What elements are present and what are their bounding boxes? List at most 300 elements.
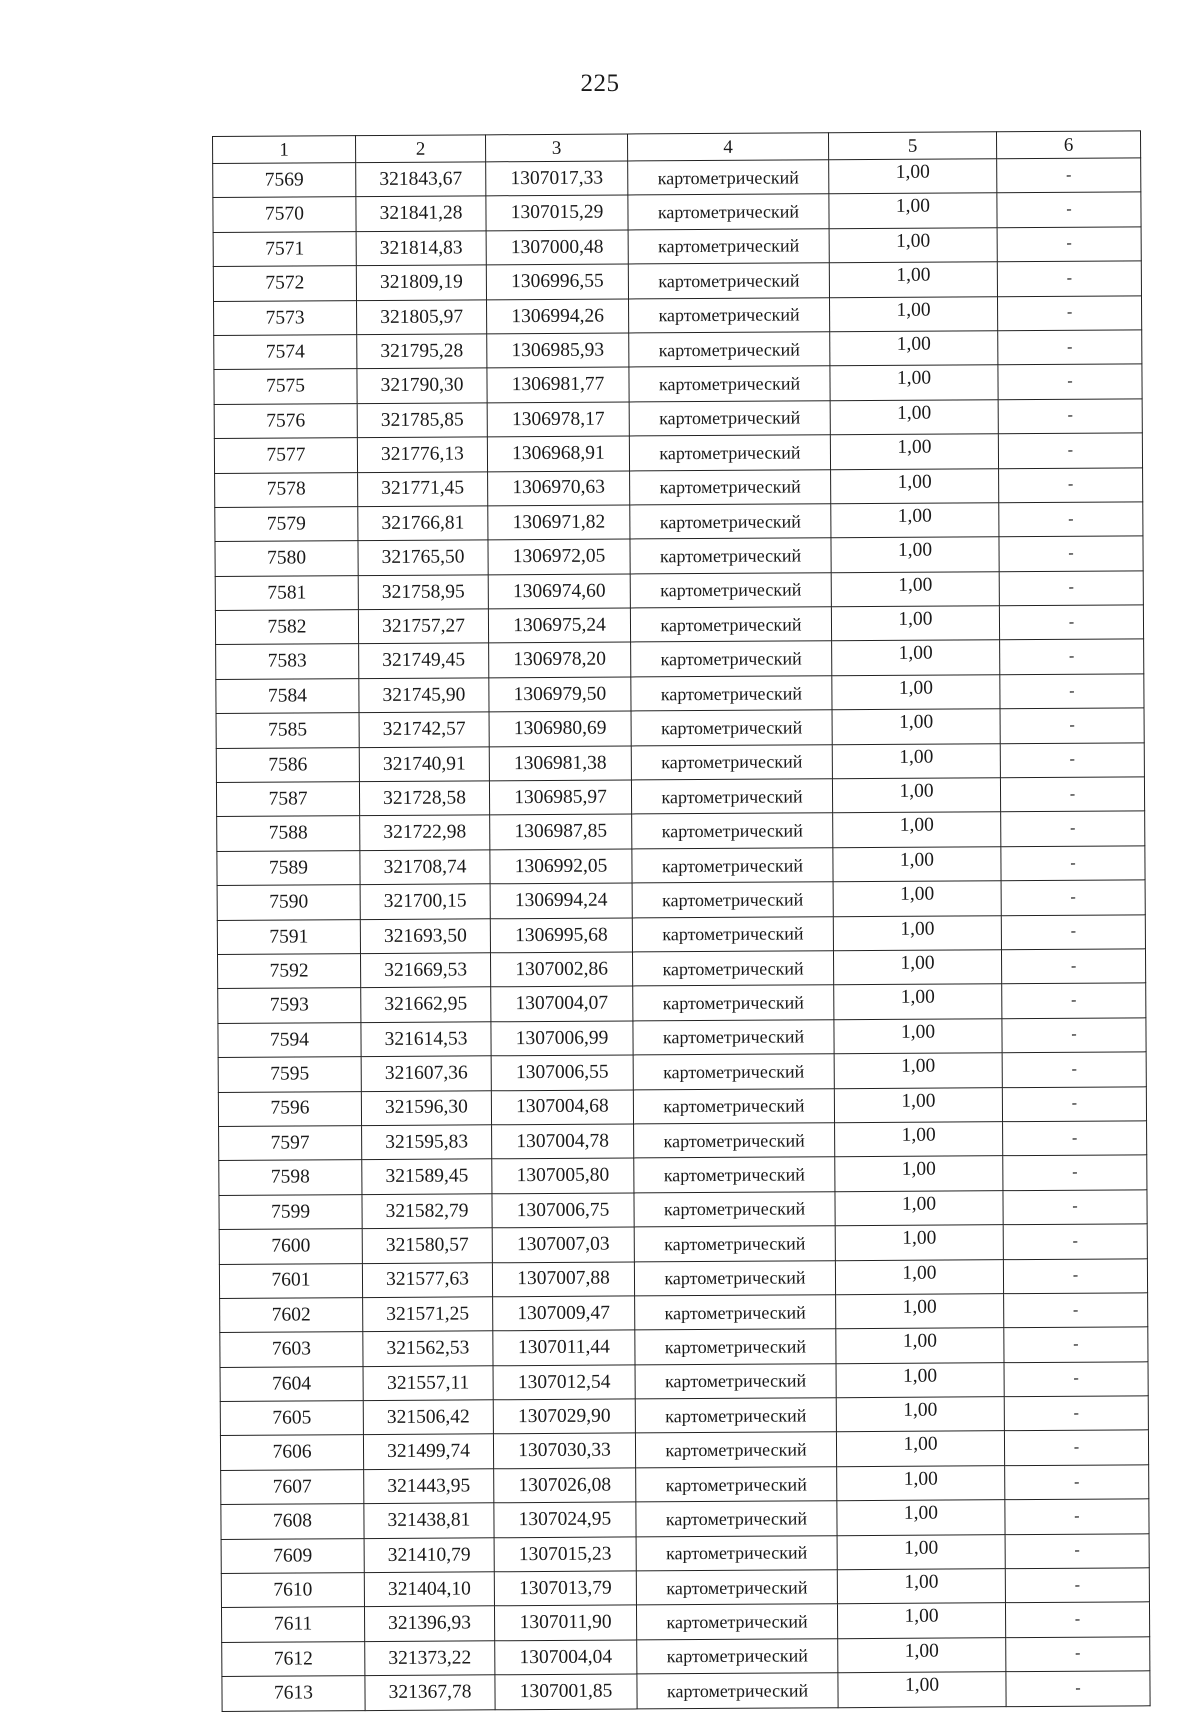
point-number-cell: 7609 — [221, 1538, 364, 1573]
table-row — [218, 1052, 1146, 1092]
table-row — [221, 1533, 1149, 1573]
x-coordinate-cell: 321795,28 — [357, 334, 487, 369]
point-number-cell: 7608 — [221, 1504, 364, 1539]
point-number-cell: 7604 — [220, 1366, 363, 1401]
point-number-cell: 7613 — [222, 1676, 365, 1711]
table-row — [217, 949, 1145, 989]
method-cell: картометрический — [628, 229, 829, 265]
description-cell: - — [1003, 1190, 1147, 1225]
x-coordinate-cell: 321785,85 — [357, 403, 487, 438]
table-row — [215, 467, 1143, 507]
table-row — [221, 1499, 1149, 1539]
y-coordinate-cell: 1306994,24 — [490, 883, 632, 918]
accuracy-cell: 1,00 — [835, 1259, 1003, 1294]
x-coordinate-cell: 321582,79 — [362, 1194, 492, 1229]
x-coordinate-cell: 321557,11 — [363, 1365, 493, 1400]
point-number-cell: 7606 — [220, 1435, 363, 1470]
y-coordinate-cell: 1307001,85 — [495, 1674, 637, 1709]
point-number-cell: 7569 — [213, 163, 356, 198]
table-row — [214, 330, 1142, 370]
accuracy-cell: 1,00 — [834, 1018, 1002, 1053]
x-coordinate-cell: 321580,57 — [362, 1228, 492, 1263]
description-cell: - — [1000, 742, 1144, 777]
description-cell: - — [1005, 1499, 1149, 1534]
method-cell: картометрический — [632, 848, 833, 884]
y-coordinate-cell: 1306985,93 — [487, 333, 629, 368]
x-coordinate-cell: 321841,28 — [356, 196, 486, 231]
x-coordinate-cell: 321805,97 — [357, 299, 487, 334]
method-cell: картометрический — [629, 435, 830, 471]
x-coordinate-cell: 321662,95 — [361, 987, 491, 1022]
accuracy-cell: 1,00 — [834, 984, 1002, 1019]
description-cell: - — [997, 192, 1141, 227]
method-cell: картометрический — [635, 1295, 836, 1331]
point-number-cell: 7601 — [219, 1263, 362, 1298]
description-cell: - — [998, 364, 1142, 399]
y-coordinate-cell: 1307006,75 — [492, 1193, 634, 1228]
accuracy-cell: 1,00 — [832, 640, 1000, 675]
accuracy-cell: 1,00 — [831, 606, 999, 641]
method-cell: картометрический — [631, 779, 832, 815]
table-row — [217, 811, 1145, 851]
x-coordinate-cell: 321771,45 — [358, 471, 488, 506]
table-row — [216, 639, 1144, 679]
description-cell: - — [1004, 1327, 1148, 1362]
table-row — [220, 1293, 1148, 1333]
method-cell: картометрический — [628, 263, 829, 299]
method-cell: картометрический — [636, 1604, 837, 1640]
y-coordinate-cell: 1307024,95 — [494, 1502, 636, 1537]
accuracy-cell: 1,00 — [830, 399, 998, 434]
accuracy-cell: 1,00 — [838, 1672, 1006, 1707]
y-coordinate-cell: 1307005,80 — [492, 1158, 634, 1193]
description-cell: - — [997, 295, 1141, 330]
point-number-cell: 7571 — [213, 231, 356, 266]
accuracy-cell: 1,00 — [835, 1225, 1003, 1260]
description-cell: - — [1001, 846, 1145, 881]
column-header: 2 — [356, 135, 486, 163]
point-number-cell: 7597 — [219, 1126, 362, 1161]
y-coordinate-cell: 1307015,23 — [494, 1537, 636, 1572]
y-coordinate-cell: 1307026,08 — [494, 1468, 636, 1503]
table-body — [213, 158, 1150, 1711]
description-cell: - — [1001, 949, 1145, 984]
point-number-cell: 7598 — [219, 1160, 362, 1195]
table-row — [217, 914, 1145, 954]
table-row — [220, 1396, 1148, 1436]
x-coordinate-cell: 321410,79 — [364, 1537, 494, 1572]
method-cell: картометрический — [634, 1157, 835, 1193]
accuracy-cell: 1,00 — [836, 1328, 1004, 1363]
x-coordinate-cell: 321700,15 — [360, 884, 490, 919]
method-cell: картометрический — [633, 1088, 834, 1124]
y-coordinate-cell: 1306974,60 — [488, 574, 630, 609]
y-coordinate-cell: 1307004,07 — [491, 986, 633, 1021]
method-cell: картометрический — [634, 1191, 835, 1227]
accuracy-cell: 1,00 — [837, 1569, 1005, 1604]
y-coordinate-cell: 1306978,20 — [489, 642, 631, 677]
table-row — [219, 1190, 1147, 1230]
x-coordinate-cell: 321562,53 — [363, 1331, 493, 1366]
y-coordinate-cell: 1307029,90 — [493, 1399, 635, 1434]
x-coordinate-cell: 321596,30 — [361, 1090, 491, 1125]
y-coordinate-cell: 1306987,85 — [490, 814, 632, 849]
table-row — [217, 846, 1145, 886]
y-coordinate-cell: 1306981,38 — [489, 746, 631, 781]
method-cell: картометрический — [635, 1329, 836, 1365]
point-number-cell: 7570 — [213, 197, 356, 232]
point-number-cell: 7586 — [216, 747, 359, 782]
accuracy-cell: 1,00 — [833, 950, 1001, 985]
point-number-cell: 7599 — [219, 1194, 362, 1229]
point-number-cell: 7593 — [218, 988, 361, 1023]
point-number-cell: 7592 — [217, 954, 360, 989]
method-cell: картометрический — [629, 332, 830, 368]
accuracy-cell: 1,00 — [833, 812, 1001, 847]
x-coordinate-cell: 321809,19 — [356, 265, 486, 300]
point-number-cell: 7602 — [220, 1297, 363, 1332]
method-cell: картометрический — [628, 160, 829, 196]
point-number-cell: 7603 — [220, 1332, 363, 1367]
y-coordinate-cell: 1306980,69 — [489, 711, 631, 746]
point-number-cell: 7611 — [221, 1607, 364, 1642]
table-row — [214, 364, 1142, 404]
point-number-cell: 7579 — [215, 507, 358, 542]
method-cell: картометрический — [632, 882, 833, 918]
point-number-cell: 7572 — [213, 266, 356, 301]
table-row — [218, 983, 1146, 1023]
description-cell: - — [999, 605, 1143, 640]
description-cell: - — [1004, 1361, 1148, 1396]
accuracy-cell: 1,00 — [837, 1603, 1005, 1638]
table-row — [213, 227, 1141, 267]
description-cell: - — [1000, 777, 1144, 812]
y-coordinate-cell: 1306994,26 — [487, 299, 629, 334]
accuracy-cell: 1,00 — [831, 503, 999, 538]
x-coordinate-cell: 321506,42 — [363, 1400, 493, 1435]
point-number-cell: 7574 — [214, 335, 357, 370]
y-coordinate-cell: 1306981,77 — [487, 367, 629, 402]
description-cell: - — [1006, 1671, 1150, 1706]
x-coordinate-cell: 321438,81 — [364, 1503, 494, 1538]
point-number-cell: 7578 — [215, 472, 358, 507]
point-number-cell: 7581 — [215, 575, 358, 610]
table-row — [222, 1637, 1150, 1677]
y-coordinate-cell: 1307007,88 — [492, 1261, 634, 1296]
method-cell: картометрический — [632, 916, 833, 952]
description-cell: - — [998, 330, 1142, 365]
x-coordinate-cell: 321499,74 — [363, 1434, 493, 1469]
table-row — [220, 1327, 1148, 1367]
coordinates-table — [212, 130, 1151, 1711]
table-row — [221, 1465, 1149, 1505]
method-cell: картометрический — [631, 641, 832, 677]
accuracy-cell: 1,00 — [829, 159, 997, 194]
table-row — [215, 571, 1143, 611]
y-coordinate-cell: 1307007,03 — [492, 1227, 634, 1262]
table-row — [221, 1568, 1149, 1608]
description-cell: - — [1004, 1396, 1148, 1431]
point-number-cell: 7584 — [216, 678, 359, 713]
description-cell: - — [999, 536, 1143, 571]
description-cell: - — [1006, 1637, 1150, 1672]
accuracy-cell: 1,00 — [829, 296, 997, 331]
method-cell: картометрический — [632, 951, 833, 987]
table-row — [213, 261, 1141, 301]
column-header: 1 — [213, 136, 356, 164]
point-number-cell: 7590 — [217, 885, 360, 920]
accuracy-cell: 1,00 — [834, 1087, 1002, 1122]
y-coordinate-cell: 1307011,90 — [494, 1605, 636, 1640]
page-number: 225 — [580, 70, 620, 97]
y-coordinate-cell: 1307006,55 — [491, 1055, 633, 1090]
accuracy-cell: 1,00 — [836, 1362, 1004, 1397]
accuracy-cell: 1,00 — [832, 675, 1000, 710]
accuracy-cell: 1,00 — [838, 1637, 1006, 1672]
y-coordinate-cell: 1306995,68 — [490, 918, 632, 953]
method-cell: картометрический — [636, 1467, 837, 1503]
x-coordinate-cell: 321765,50 — [358, 540, 488, 575]
table-row — [218, 1086, 1146, 1126]
y-coordinate-cell: 1307015,29 — [486, 195, 628, 230]
accuracy-cell: 1,00 — [829, 262, 997, 297]
table-row — [214, 399, 1142, 439]
x-coordinate-cell: 321790,30 — [357, 368, 487, 403]
point-number-cell: 7575 — [214, 369, 357, 404]
table-row — [216, 674, 1144, 714]
x-coordinate-cell: 321749,45 — [359, 643, 489, 678]
method-cell: картометрический — [636, 1570, 837, 1606]
method-cell: картометрический — [630, 469, 831, 505]
method-cell: картометрический — [634, 1226, 835, 1262]
table-row — [216, 777, 1144, 817]
description-cell: - — [997, 261, 1141, 296]
method-cell: картометрический — [637, 1673, 838, 1709]
table-row — [213, 192, 1141, 232]
x-coordinate-cell: 321404,10 — [364, 1572, 494, 1607]
method-cell: картометрический — [633, 1019, 834, 1055]
column-header: 4 — [627, 133, 828, 161]
accuracy-cell: 1,00 — [833, 847, 1001, 882]
table-row — [215, 605, 1143, 645]
y-coordinate-cell: 1306968,91 — [487, 436, 629, 471]
accuracy-cell: 1,00 — [829, 227, 997, 262]
x-coordinate-cell: 321693,50 — [360, 918, 490, 953]
method-cell: картометрический — [636, 1501, 837, 1537]
x-coordinate-cell: 321373,22 — [365, 1641, 495, 1676]
method-cell: картометрический — [635, 1398, 836, 1434]
description-cell: - — [1003, 1224, 1147, 1259]
y-coordinate-cell: 1306996,55 — [486, 264, 628, 299]
x-coordinate-cell: 321758,95 — [358, 575, 488, 610]
accuracy-cell: 1,00 — [836, 1397, 1004, 1432]
x-coordinate-cell: 321742,57 — [359, 712, 489, 747]
method-cell: картометрический — [629, 400, 830, 436]
column-header: 6 — [996, 131, 1140, 159]
table-row — [215, 536, 1143, 576]
description-cell: - — [1003, 1258, 1147, 1293]
x-coordinate-cell: 321708,74 — [360, 850, 490, 885]
table-row — [214, 433, 1142, 473]
description-cell: - — [999, 502, 1143, 537]
table-row — [217, 880, 1145, 920]
x-coordinate-cell: 321577,63 — [362, 1262, 492, 1297]
x-coordinate-cell: 321607,36 — [361, 1056, 491, 1091]
table-row — [216, 742, 1144, 782]
x-coordinate-cell: 321367,78 — [365, 1675, 495, 1710]
accuracy-cell: 1,00 — [830, 365, 998, 400]
method-cell: картометрический — [629, 297, 830, 333]
accuracy-cell: 1,00 — [836, 1294, 1004, 1329]
point-number-cell: 7587 — [216, 782, 359, 817]
method-cell: картометрический — [637, 1639, 838, 1675]
table-row — [219, 1224, 1147, 1264]
y-coordinate-cell: 1307012,54 — [493, 1365, 635, 1400]
description-cell: - — [1002, 1018, 1146, 1053]
x-coordinate-cell: 321614,53 — [361, 1022, 491, 1057]
point-number-cell: 7585 — [216, 713, 359, 748]
table-row — [219, 1155, 1147, 1195]
description-cell: - — [1004, 1430, 1148, 1465]
table-row — [220, 1430, 1148, 1470]
point-number-cell: 7583 — [216, 644, 359, 679]
table-row — [219, 1121, 1147, 1161]
x-coordinate-cell: 321814,83 — [356, 231, 486, 266]
x-coordinate-cell: 321669,53 — [360, 953, 490, 988]
table-row — [219, 1258, 1147, 1298]
description-cell: - — [1005, 1533, 1149, 1568]
description-cell: - — [1005, 1602, 1149, 1637]
accuracy-cell: 1,00 — [833, 915, 1001, 950]
accuracy-cell: 1,00 — [830, 434, 998, 469]
x-coordinate-cell: 321571,25 — [363, 1297, 493, 1332]
y-coordinate-cell: 1307004,04 — [495, 1640, 637, 1675]
y-coordinate-cell: 1306978,17 — [487, 402, 629, 437]
y-coordinate-cell: 1307004,68 — [491, 1089, 633, 1124]
accuracy-cell: 1,00 — [832, 743, 1000, 778]
x-coordinate-cell: 321722,98 — [360, 815, 490, 850]
table-row — [221, 1602, 1149, 1642]
method-cell: картометрический — [630, 607, 831, 643]
table-row — [218, 1018, 1146, 1058]
x-coordinate-cell: 321757,27 — [358, 609, 488, 644]
y-coordinate-cell: 1307017,33 — [486, 161, 628, 196]
description-cell: - — [998, 399, 1142, 434]
point-number-cell: 7600 — [219, 1229, 362, 1264]
accuracy-cell: 1,00 — [837, 1500, 1005, 1535]
method-cell: картометрический — [629, 366, 830, 402]
y-coordinate-cell: 1306972,05 — [488, 539, 630, 574]
point-number-cell: 7605 — [220, 1401, 363, 1436]
description-cell: - — [1003, 1155, 1147, 1190]
description-cell: - — [1001, 880, 1145, 915]
y-coordinate-cell: 1306979,50 — [489, 677, 631, 712]
method-cell: картометрический — [630, 538, 831, 574]
description-cell: - — [999, 571, 1143, 606]
method-cell: картометрический — [632, 813, 833, 849]
accuracy-cell: 1,00 — [837, 1534, 1005, 1569]
description-cell: - — [1002, 1052, 1146, 1087]
accuracy-cell: 1,00 — [837, 1466, 1005, 1501]
point-number-cell: 7576 — [214, 403, 357, 438]
table-row — [222, 1671, 1150, 1711]
point-number-cell: 7596 — [218, 1091, 361, 1126]
method-cell: картометрический — [631, 744, 832, 780]
method-cell: картометрический — [634, 1123, 835, 1159]
method-cell: картометрический — [635, 1432, 836, 1468]
description-cell: - — [1001, 811, 1145, 846]
description-cell: - — [1000, 674, 1144, 709]
column-header: 3 — [485, 134, 627, 162]
x-coordinate-cell: 321843,67 — [356, 162, 486, 197]
point-number-cell: 7612 — [222, 1641, 365, 1676]
x-coordinate-cell: 321728,58 — [359, 781, 489, 816]
accuracy-cell: 1,00 — [834, 1053, 1002, 1088]
x-coordinate-cell: 321595,83 — [362, 1125, 492, 1160]
point-number-cell: 7607 — [221, 1469, 364, 1504]
y-coordinate-cell: 1306985,97 — [489, 780, 631, 815]
method-cell: картометрический — [633, 985, 834, 1021]
description-cell: - — [1004, 1293, 1148, 1328]
method-cell: картометрический — [635, 1363, 836, 1399]
description-cell: - — [1002, 983, 1146, 1018]
table-row — [214, 295, 1142, 335]
accuracy-cell: 1,00 — [836, 1431, 1004, 1466]
y-coordinate-cell: 1306975,24 — [488, 608, 630, 643]
description-cell: - — [1005, 1568, 1149, 1603]
x-coordinate-cell: 321396,93 — [364, 1606, 494, 1641]
point-number-cell: 7589 — [217, 850, 360, 885]
table-row — [215, 502, 1143, 542]
method-cell: картометрический — [630, 504, 831, 540]
column-header: 5 — [828, 132, 996, 160]
x-coordinate-cell: 321443,95 — [364, 1469, 494, 1504]
method-cell: картометрический — [630, 572, 831, 608]
point-number-cell: 7573 — [214, 300, 357, 335]
description-cell: - — [997, 227, 1141, 262]
accuracy-cell: 1,00 — [832, 778, 1000, 813]
description-cell: - — [998, 433, 1142, 468]
accuracy-cell: 1,00 — [833, 881, 1001, 916]
y-coordinate-cell: 1306970,63 — [488, 470, 630, 505]
accuracy-cell: 1,00 — [829, 193, 997, 228]
accuracy-cell: 1,00 — [830, 331, 998, 366]
method-cell: картометрический — [628, 194, 829, 230]
y-coordinate-cell: 1306992,05 — [490, 849, 632, 884]
accuracy-cell: 1,00 — [831, 571, 999, 606]
method-cell: картометрический — [634, 1260, 835, 1296]
x-coordinate-cell: 321740,91 — [359, 746, 489, 781]
method-cell: картометрический — [636, 1535, 837, 1571]
y-coordinate-cell: 1307000,48 — [486, 230, 628, 265]
x-coordinate-cell: 321745,90 — [359, 678, 489, 713]
method-cell: картометрический — [631, 676, 832, 712]
point-number-cell: 7577 — [214, 438, 357, 473]
description-cell: - — [1003, 1121, 1147, 1156]
x-coordinate-cell: 321766,81 — [358, 506, 488, 541]
description-cell: - — [1000, 708, 1144, 743]
point-number-cell: 7594 — [218, 1022, 361, 1057]
description-cell: - — [1001, 914, 1145, 949]
point-number-cell: 7588 — [217, 816, 360, 851]
y-coordinate-cell: 1307011,44 — [493, 1330, 635, 1365]
method-cell: картометрический — [631, 710, 832, 746]
table-row — [220, 1361, 1148, 1401]
y-coordinate-cell: 1307004,78 — [492, 1124, 634, 1159]
description-cell: - — [1002, 1086, 1146, 1121]
description-cell: - — [997, 158, 1141, 193]
y-coordinate-cell: 1307002,86 — [490, 952, 632, 987]
